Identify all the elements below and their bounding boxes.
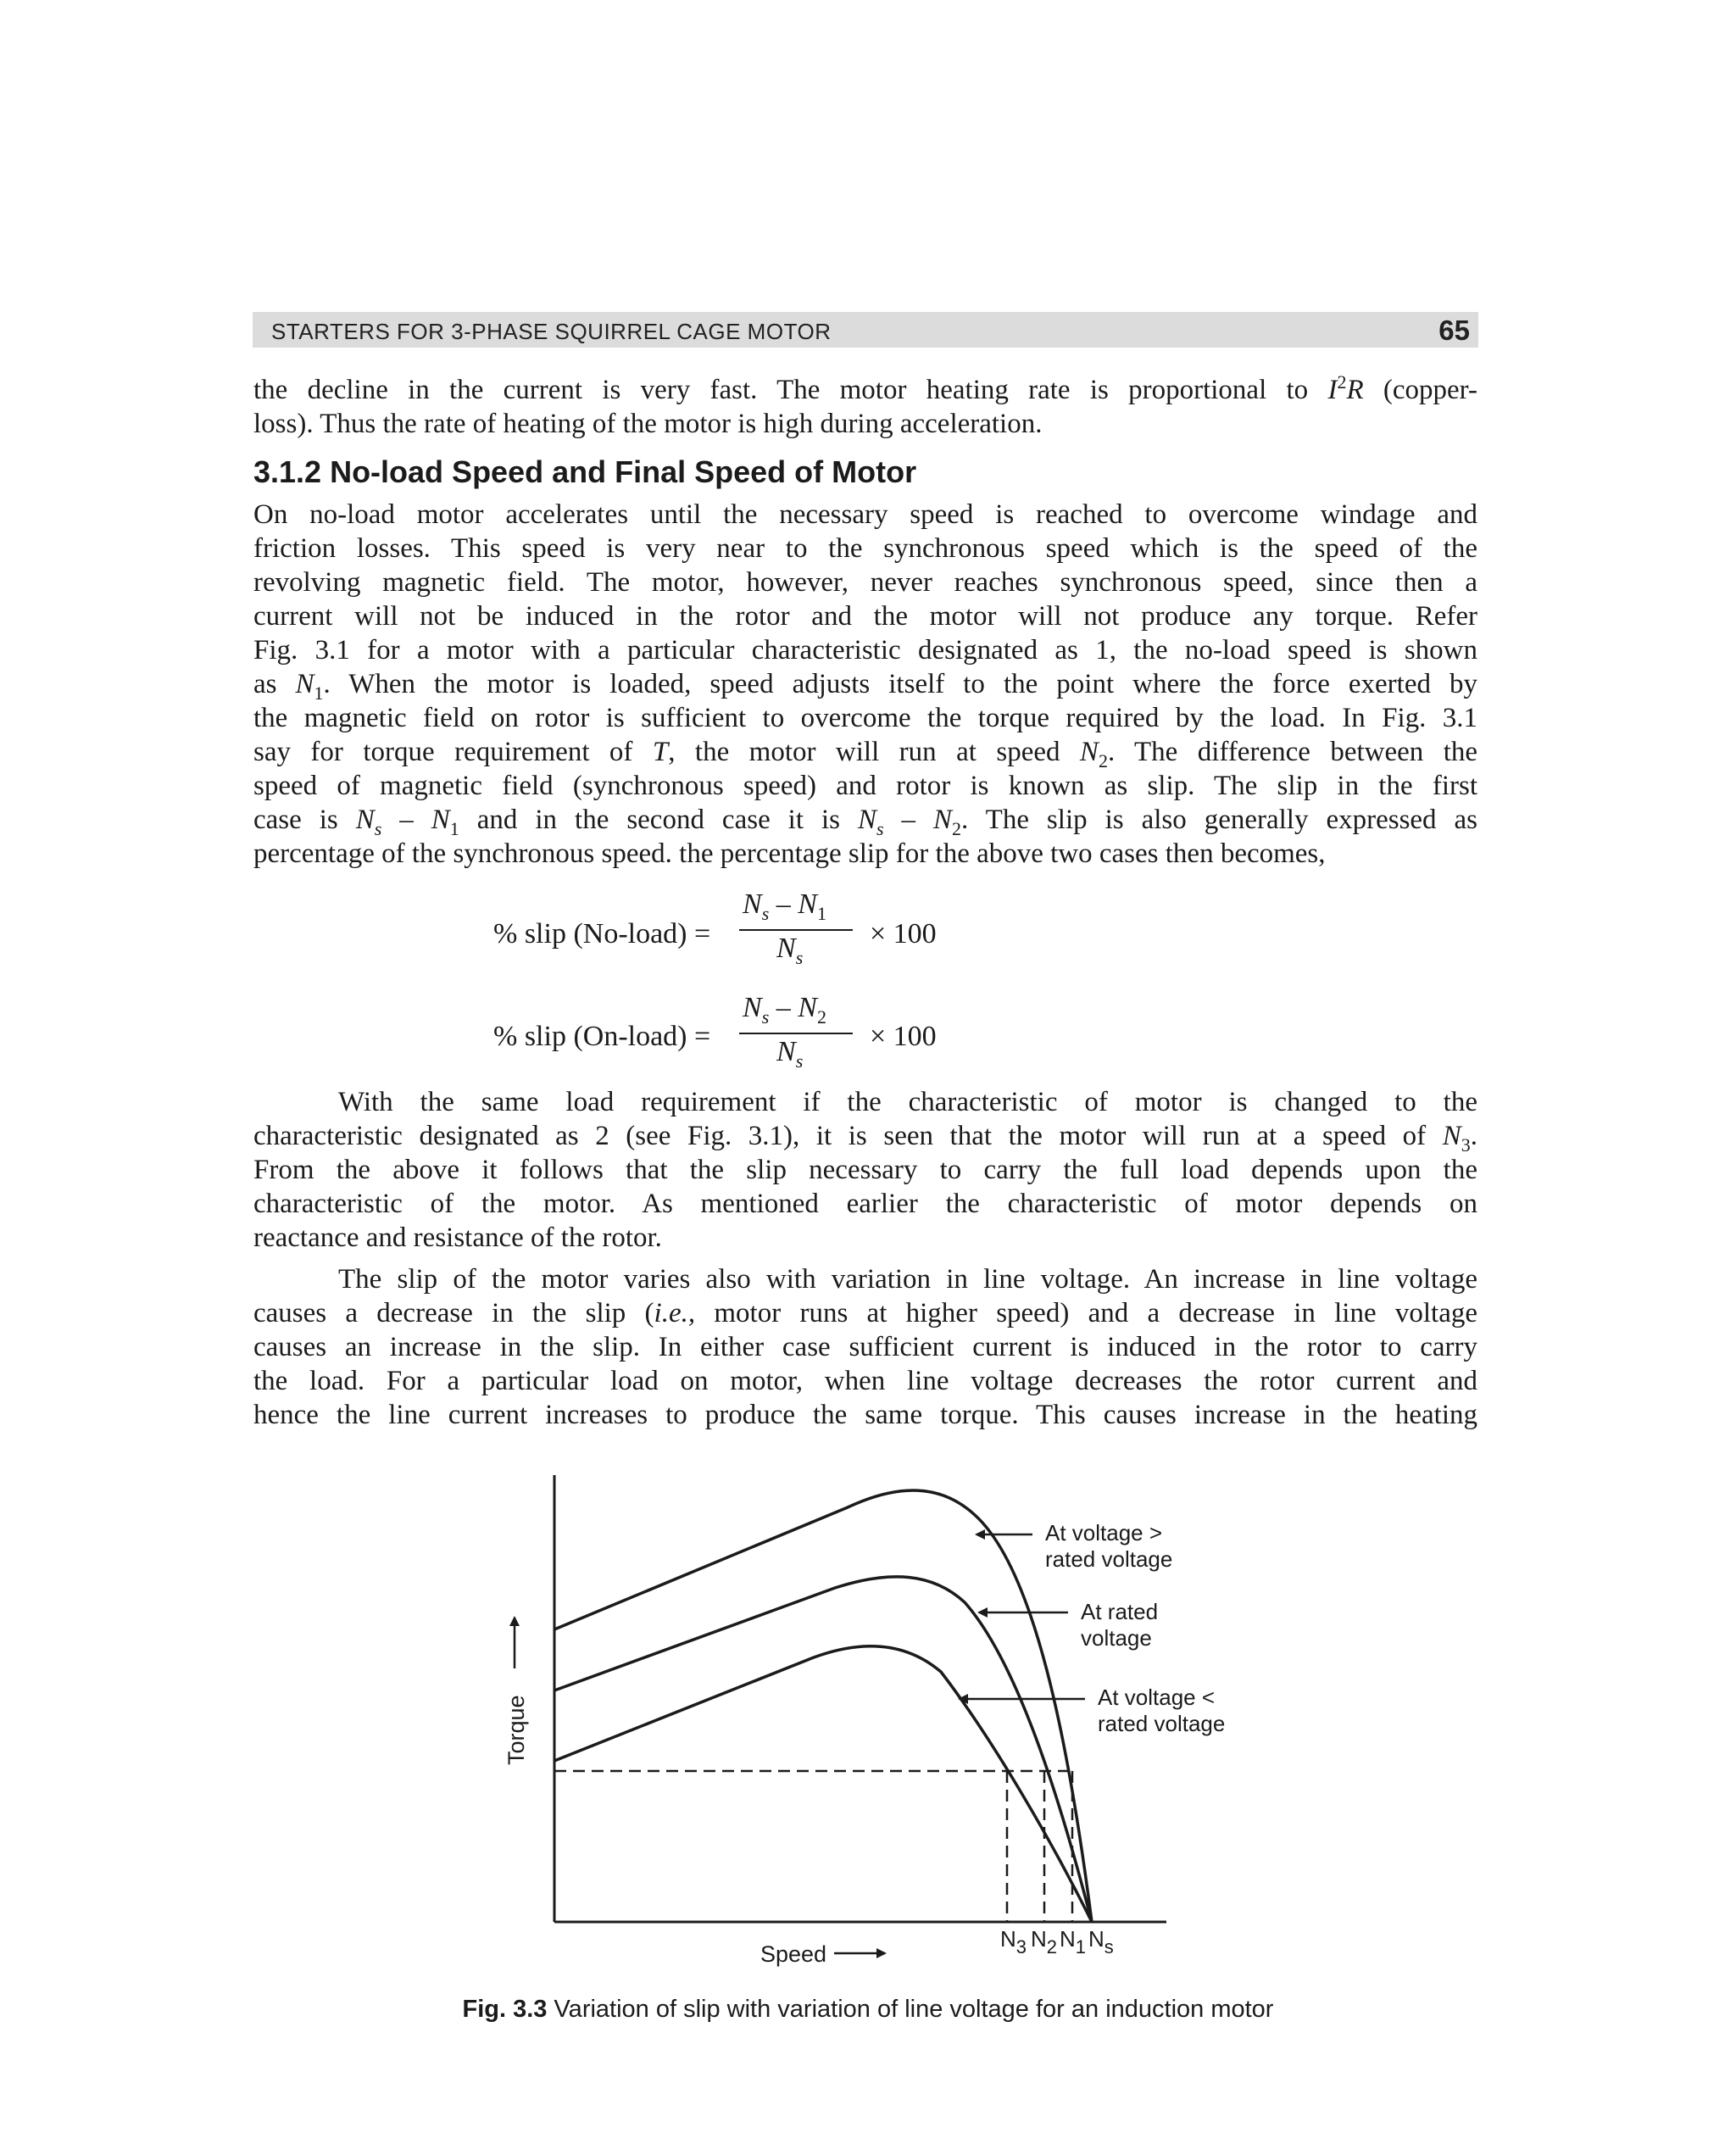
section-heading: 3.1.2 No-load Speed and Final Speed of Motor [253,454,917,489]
speed-tick-n2: $N_2$ [1031,1926,1058,1958]
equation-noload-multiplier: × 100 [870,918,937,950]
text-line: reactance and resistance of the rotor. [253,1222,662,1253]
paragraph-line-voltage [253,1262,1477,1432]
x-axis-label: Speed [760,1941,827,1967]
text-line: case is $N_s - N_1$ and in the second case it is $N_s - N_2$. The slip is also generally expressed as [253,805,1478,839]
speed-tick-n3: $N_3$ [1000,1926,1027,1958]
text-line: The slip of the motor varies also with variation in line voltage. An increase in line voltage [338,1264,1477,1295]
equation-noload-fraction-bar [739,929,853,931]
text-line: the magnetic field on rotor is sufficient to overcome the torque required by the load. In Fig. 3.1 [253,703,1477,733]
equation-onload-numerator: $N_s - N_2$ [743,992,826,1028]
equation-onload-fraction-bar [739,1033,853,1034]
text-line: the decline in the current is very fast. The motor heating rate is proportional to $I^2R$ (copper- [253,371,1477,405]
text-line: friction losses. This speed is very near to the synchronous speed which is the speed of the [253,533,1477,564]
text-line: say for torque requirement of T, the motor will run at speed $N_2$. The difference between the [253,737,1478,771]
text-line: causes an increase in the slip. In either case sufficient current is induced in the rotor to carry [253,1332,1477,1362]
text-line: current will not be induced in the rotor and the motor will not produce any torque. Refer [253,601,1477,632]
text-line: causes a decrease in the slip (i.e., motor runs at higher speed) and a decrease in line voltage [253,1298,1478,1328]
paragraph-no-load-speed [253,498,1477,871]
text-line: speed of magnetic field (synchronous speed) and rotor is known as slip. The slip in the first [253,771,1477,801]
speed-tick-n1: $N_1$ [1060,1926,1087,1958]
equation-noload-numerator: $N_s - N_1$ [743,888,826,924]
text-line: On no-load motor accelerates until the necessary speed is reached to overcome windage and [253,499,1477,530]
y-axis-label: Torque [504,1695,529,1765]
equation-onload-multiplier: × 100 [870,1021,937,1052]
equation-noload-label: % slip (No-load) = [493,918,711,950]
text-line: as $N_1$. When the motor is loaded, speed adjusts itself to the point where the force exerted by [253,669,1477,704]
text-line: the load. For a particular load on motor, when line voltage decreases the rotor current and [253,1366,1477,1396]
text-line: characteristic designated as 2 (see Fig. 3.1), it is seen that the motor will run at a speed of $N_3$. [253,1121,1477,1156]
label-voltage-below-rated: At voltage < rated voltage [1098,1685,1226,1736]
text-line: From the above it follows that the slip necessary to carry the full load depends upon the [253,1155,1477,1185]
figure-caption-number: Fig. 3.3 [462,1996,548,2023]
text-line: revolving magnetic field. The motor, however, never reaches synchronous speed, since then a [253,567,1477,598]
text-line: Fig. 3.1 for a motor with a particular characteristic designated as 1, the no-load speed is shown [253,635,1477,666]
page-number: 65 [1438,315,1470,346]
curve-voltage-below-rated [554,1646,1092,1922]
figure-caption [0,1996,1736,2024]
text-line: With the same load requirement if the characteristic of motor is changed to the [338,1087,1477,1117]
equation-noload-denominator: $N_s$ [776,933,804,968]
speed-tick-ns: $N_s$ [1088,1926,1114,1958]
running-header-title: STARTERS FOR 3-PHASE SQUIRREL CAGE MOTOR [271,319,832,344]
paragraph-characteristic [253,1085,1477,1255]
text-line: hence the line current increases to produce the same torque. This causes increase in the heating [253,1400,1477,1430]
label-voltage-rated: At rated voltage [1081,1599,1159,1651]
equation-onload-label: % slip (On-load) = [493,1021,711,1052]
curve-voltage-rated [554,1577,1092,1922]
text-line: percentage of the synchronous speed. the percentage slip for the above two cases then becomes, [253,838,1326,869]
text-line: characteristic of the motor. As mentioned earlier the characteristic of motor depends on [253,1189,1477,1219]
text-line: loss). Thus the rate of heating of the motor is high during acceleration. [253,409,1043,439]
label-voltage-above-rated: At voltage > rated voltage [1045,1520,1173,1572]
paragraph-heating [253,373,1477,441]
figure-caption-text: Variation of slip with variation of line voltage for an induction motor [547,1996,1274,2023]
equation-onload-denominator: $N_s$ [776,1036,804,1072]
curve-voltage-above-rated [554,1490,1092,1922]
running-header [253,312,1478,348]
